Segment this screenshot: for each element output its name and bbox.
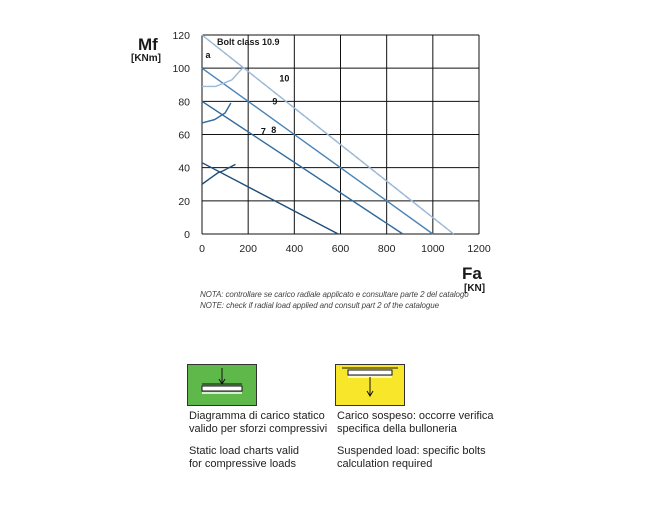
suspended-text-it-line2: specifica della bulloneria [337,423,457,435]
suspended-load-icon [336,365,404,405]
suspended-text-en-line2: calculation required [337,458,433,470]
x-tick-label: 600 [331,243,350,255]
series-label-9: 9 [272,96,278,107]
compressive-text-en-line2: for compressive loads [189,458,296,470]
x-tick-label: 400 [285,243,304,255]
y-tick-label: 40 [178,162,190,175]
x-tick-label: 0 [199,243,205,255]
compressive-text-it-line2: valido per sforzi compressivi [189,423,328,435]
x-tick-label: 200 [239,243,257,255]
compressive-text-it-line1: Diagramma di carico statico [189,410,325,422]
x-tick-label: 1200 [467,243,491,255]
chart-grid [202,35,479,234]
x-tick-label: 800 [377,243,396,255]
x-axis-title: Fa [462,264,482,283]
series-label-a: a [205,50,211,61]
suspended-text-en [337,445,486,471]
series-label-8: 8 [271,124,277,135]
compressive-text-en-line1: Static load charts valid [189,445,300,457]
compressive-load-icon [188,365,256,405]
compressive-text-it [189,410,327,436]
y-tick-label: 60 [178,129,190,142]
series-curve-8 [202,103,231,123]
y-axis-title: Mf [138,35,158,54]
series-line-7 [202,163,338,234]
y-tick-label: 100 [172,63,190,76]
y-tick-label: 120 [172,30,190,42]
compressive-load-swatch [187,364,257,406]
x-tick-label: 1000 [421,243,445,255]
suspended-load-swatch [335,364,405,406]
x-axis-unit: [KN] [464,283,486,294]
note-italian: NOTA: controllare se carico radiale applicato e consultare parte 2 del catalogo [200,290,469,299]
suspended-text-it-line1: Carico sospeso: occorre verifica [337,410,494,422]
suspended-text-en-line1: Suspended load: specific bolts [337,445,486,457]
series-curve-10 [202,68,242,86]
y-tick-label: 80 [178,96,190,109]
series-line-9 [202,68,433,234]
y-tick-label: 20 [178,195,190,208]
y-axis-unit: [KNm] [131,53,161,64]
compressive-text-en [189,445,299,471]
suspended-text-it [337,410,494,436]
note-english: NOTE: check if radial load applied and consult part 2 of the catalogue [200,301,439,310]
chart-ticks [172,30,490,255]
y-tick-label: 0 [184,229,190,241]
series-label-10: 10 [279,73,290,84]
bolt-class-label: Bolt class 10.9 [217,37,280,47]
series-label-7: 7 [260,126,266,137]
